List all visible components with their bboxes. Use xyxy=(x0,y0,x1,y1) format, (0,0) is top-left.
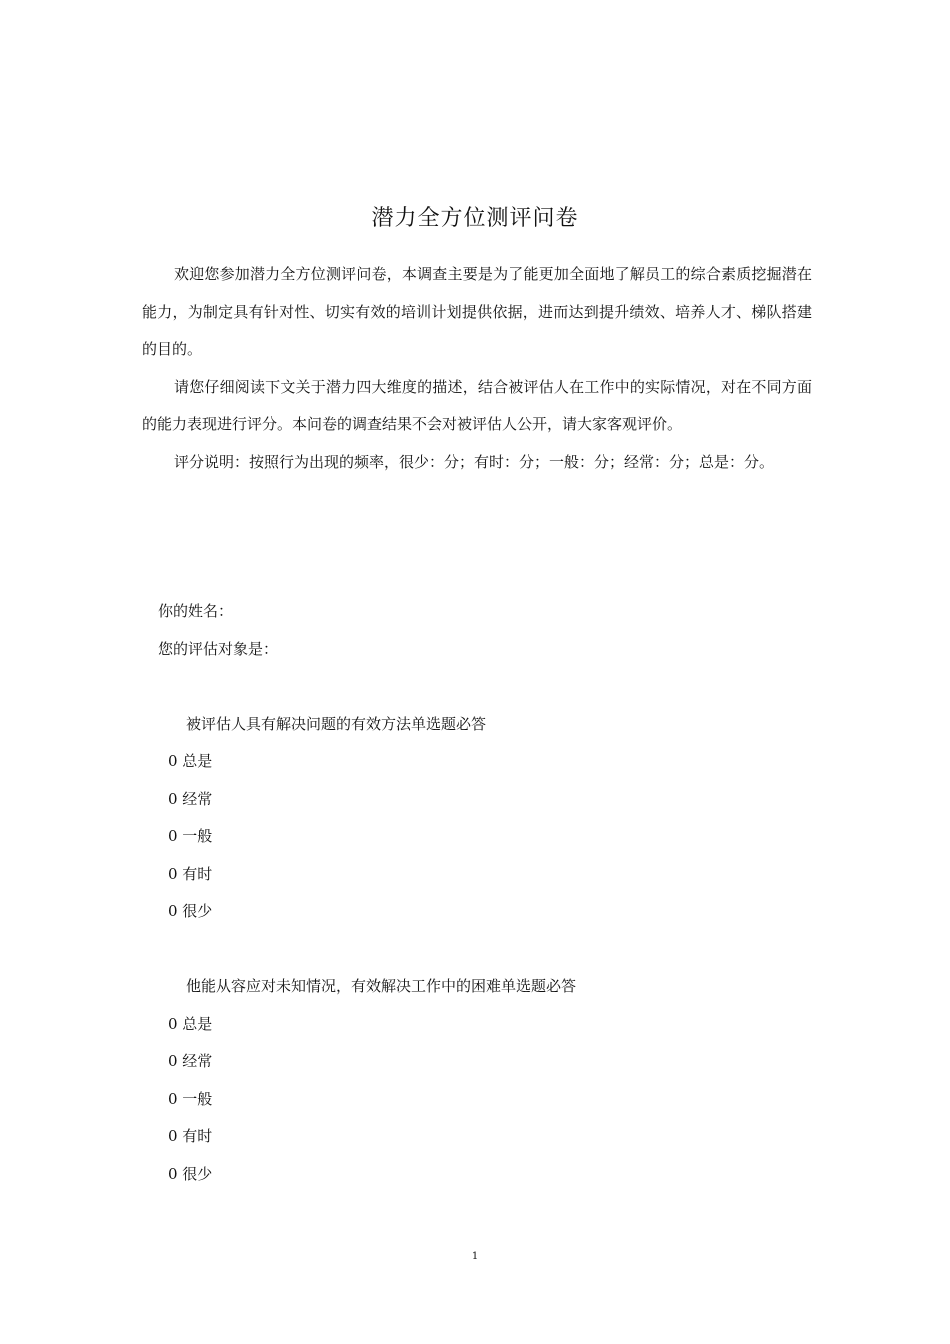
page-number: 1 xyxy=(471,1251,479,1262)
question-1-option-rarely[interactable]: 0 很少 xyxy=(168,902,213,920)
intro-paragraph: 欢迎您参加潜力全方位测评问卷，本调查主要是为了能更加全面地了解员工的综合素质挖掘潜在能力，为制定具有针对性、切实有效的培训计划提供依据，进而达到提升绩效、培养人才、梯队搭建的目的。 xyxy=(142,265,812,358)
intro-section xyxy=(142,256,812,481)
question-1-option-sometimes[interactable]: 0 有时 xyxy=(168,865,213,883)
target-field-label: 您的评估对象是： xyxy=(158,640,279,658)
question-1-option-average[interactable]: 0 一般 xyxy=(168,827,213,845)
question-1-option-often[interactable]: 0 经常 xyxy=(168,790,213,808)
question-2-option-rarely[interactable]: 0 很少 xyxy=(168,1165,213,1183)
intro-paragraph: 请您仔细阅读下文关于潜力四大维度的描述，结合被评估人在工作中的实际情况，对在不同方面的能力表现进行评分。本问卷的调查结果不会对被评估人公开，请大家客观评价。 xyxy=(142,377,812,433)
question-2-option-average[interactable]: 0 一般 xyxy=(168,1090,213,1108)
name-field-label: 你的姓名： xyxy=(158,602,234,620)
question-1-option-always[interactable]: 0 总是 xyxy=(168,752,213,770)
page-title: 潜力全方位测评问卷 xyxy=(371,205,579,231)
question-2-text: 他能从容应对未知情况，有效解决工作中的困难单选题必答 xyxy=(186,977,577,995)
question-1-text: 被评估人具有解决问题的有效方法单选题必答 xyxy=(186,715,487,733)
question-2-option-sometimes[interactable]: 0 有时 xyxy=(168,1127,213,1145)
question-2-option-always[interactable]: 0 总是 xyxy=(168,1015,213,1033)
scoring-note: 评分说明：按照行为出现的频率，很少：分；有时：分；一般：分；经常：分；总是：分。 xyxy=(174,452,775,471)
question-2-option-often[interactable]: 0 经常 xyxy=(168,1052,213,1070)
